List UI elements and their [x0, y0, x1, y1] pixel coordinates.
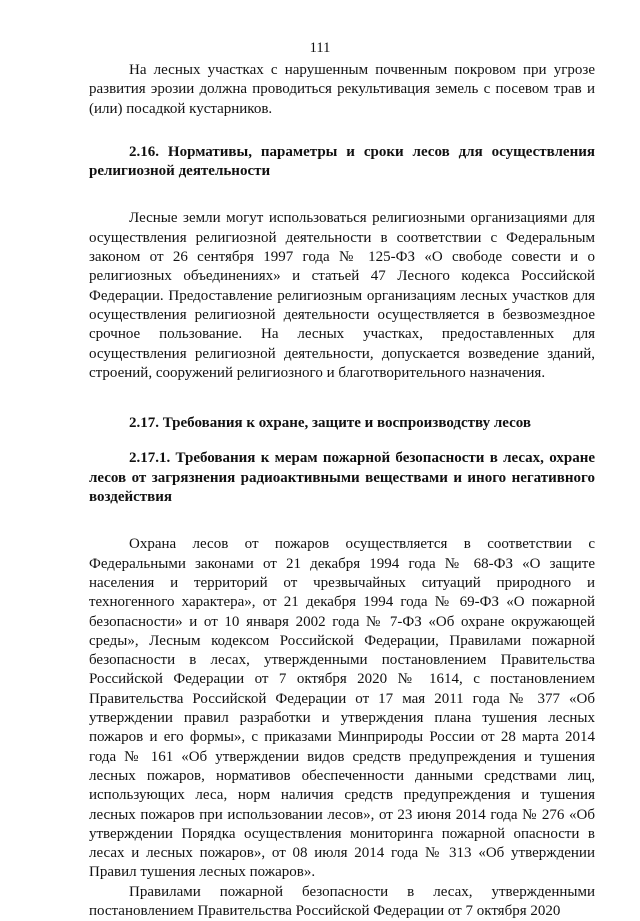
section-2-17-heading: 2.17. Требования к охране, защите и воспроизводству лесов: [129, 415, 531, 432]
section-2-16-paragraph: Лесные земли могут использоваться религиозными организациями для осуществления религиозной деятельности в соответствии с Федеральным законом от 26 сентября 1997 года № 125-ФЗ «О свободе совести и о религиозных объединениях» и статьей 47 Лесного кодекса Российской Федерации. Предоставление религиозным организациям лесных участков для осуществления религиозной деятельности осуществляется в безвозмездное срочное пользование. На лесных участках, предоставленных для осуществления религиозной деятельности, допускается возведение зданий, строений, сооружений религиозного и благотворительного назначения.: [89, 210, 595, 381]
section-2-17-1-heading: 2.17.1. Требования к мерам пожарной безопасности в лесах, охране лесов от загрязнения радиоактивными веществами и иного негативного воздействия: [89, 450, 595, 506]
section-2-17-1-paragraph-1: Охрана лесов от пожаров осуществляется в соответствии с Федеральными законами от 21 декабря 1994 года № 68-ФЗ «О защите населения и территорий от чрезвычайных ситуаций природного и техногенного характера», от 21 декабря 1994 года № 69-ФЗ «О пожарной безопасности» и от 10 января 2002 года № 7-ФЗ «Об охране окружающей среды», Лесным кодексом Российской Федерации, Правилами пожарной безопасности в лесах, утвержденными постановлением Правительства Российской Федерации от 7 октября 2020 № 1614, с постановлением Правительства Российской Федерации от 17 мая 2011 года № 377 «Об утверждении правил разработки и утверждения плана тушения лесных пожаров и его формы», с приказами Минприроды России от 28 марта 2014 года № 161 «Об утверждении видов средств предупреждения и тушения лесных пожаров, нормативов обеспеченности данными средствами лиц, использующих леса, норм наличия средств предупреждения и тушения лесных пожаров при использовании лесов», от 23 июня 2014 года № 276 «Об утверждении Порядка осуществления мониторинга пожарной опасности в лесах и лесных пожаров», от 08 июля 2014 года № 313 «Об утверждении Правил тушения лесных пожаров».: [89, 536, 595, 881]
section-2-17-1-paragraph-2: Правилами пожарной безопасности в лесах, утвержденными постановлением Правительства Российской Федерации от 7 октября 2020: [89, 883, 595, 919]
page-number: 111: [309, 40, 331, 56]
section-2-16-heading: 2.16. Нормативы, параметры и сроки лесов для осуществления религиозной деятельности: [89, 143, 595, 180]
page-content: [89, 61, 595, 921]
intro-paragraph: На лесных участках с нарушенным почвенным покровом при угрозе развития эрозии должна проводиться рекультивация земель с посевом трав и (или) посадкой кустарников.: [89, 62, 595, 117]
